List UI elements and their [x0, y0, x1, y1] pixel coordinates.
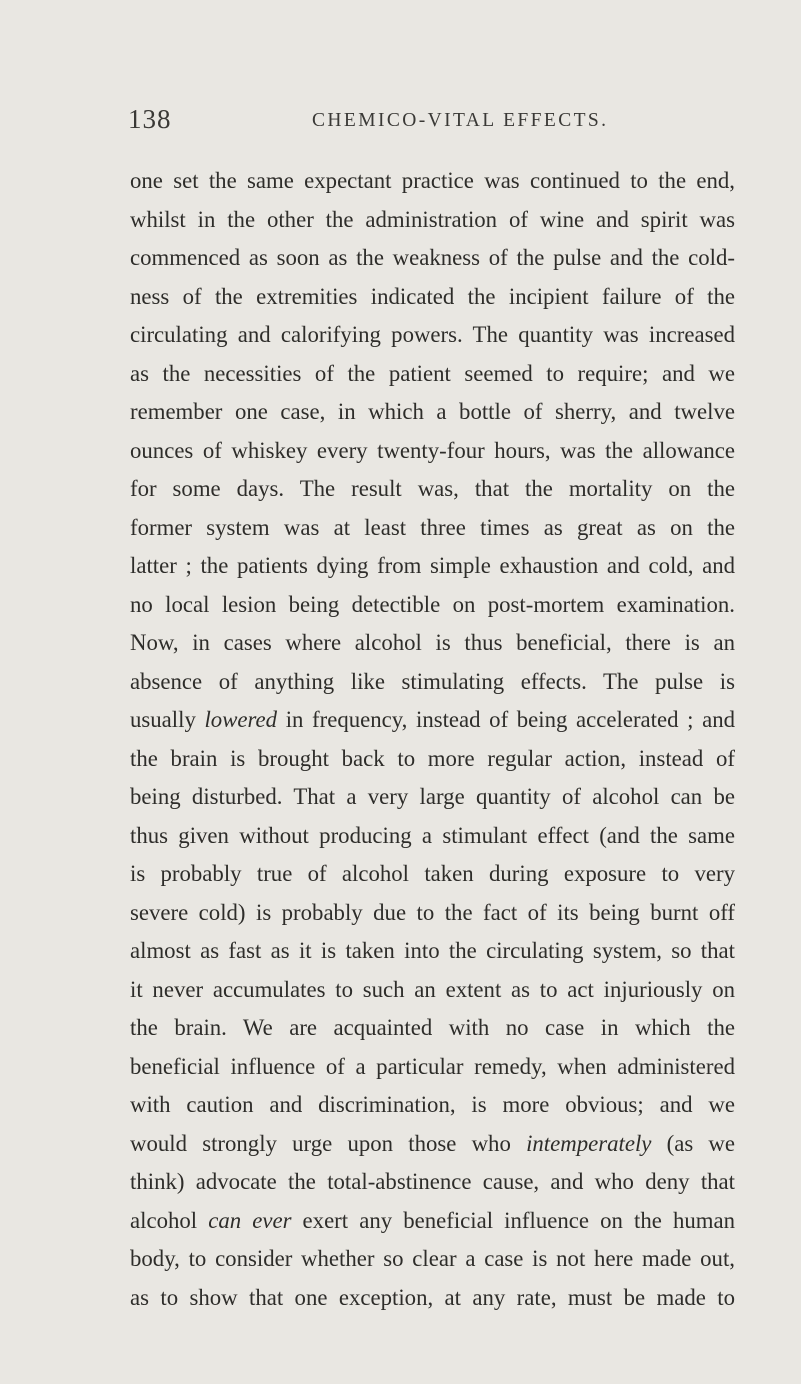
page-number: 138: [128, 104, 172, 134]
text-run: would strongly urge upon those who: [130, 1130, 527, 1156]
text-line: for some days. The result was, that the mortality on the: [130, 476, 735, 501]
text-line: latter ; the patients dying from simple exhaustion and cold, and: [130, 553, 735, 578]
text-line: almost as fast as it is taken into the circulating system, so that: [130, 938, 735, 963]
text-line: ness of the extremities indicated the incipient failure of the: [130, 283, 735, 309]
text-line: the brain. We are acquainted with no case in which the: [130, 1015, 735, 1040]
text-run: usually: [130, 707, 205, 732]
text-run: (as we: [651, 1130, 736, 1156]
text-line: [130, 701, 735, 740]
text-line: remember one case, in which a bottle of sherry, and twelve: [130, 399, 735, 424]
italic-run: can ever: [208, 1207, 292, 1233]
italic-run: intemperately: [526, 1130, 652, 1156]
text-line: commenced as soon as the weakness of the pulse and the cold-: [130, 245, 735, 270]
text-line: absence of anything like stimulating effects. The pulse is: [130, 668, 735, 694]
text-line: Now, in cases where alcohol is thus beneficial, there is an: [130, 630, 735, 655]
text-line: severe cold) is probably due to the fact of its being burnt off: [130, 899, 735, 925]
text-line: no local lesion being detectible on post-mortem examination.: [130, 591, 735, 617]
text-line: former system was at least three times as great as on the: [130, 514, 735, 540]
page-header: [128, 104, 748, 144]
text-line: beneficial influence of a particular remedy, when administered: [130, 1053, 735, 1079]
text-run: in frequency, instead of being accelerated ; and: [277, 707, 735, 732]
text-run: exert any beneficial influence on the human: [291, 1207, 735, 1233]
text-line: with caution and discrimination, is more obvious; and we: [130, 1092, 735, 1117]
text-line: thus given without producing a stimulant effect (and the same: [130, 822, 735, 848]
text-line: it never accumulates to such an extent as to act injuriously on: [130, 976, 735, 1002]
text-line: [130, 1125, 735, 1164]
text-line: as to show that one exception, at any rate, must be made to: [130, 1284, 735, 1310]
text-line: body, to consider whether so clear a case is not here made out,: [130, 1246, 735, 1271]
text-line: the brain is brought back to more regular action, instead of: [130, 745, 735, 771]
text-line: think) advocate the total-abstinence cause, and who deny that: [130, 1169, 735, 1194]
text-run: alcohol: [130, 1207, 209, 1233]
text-line: one set the same expectant practice was continued to the end,: [130, 168, 735, 193]
text-line: is probably true of alcohol taken during exposure to very: [130, 861, 735, 886]
text-line: as the necessities of the patient seemed to require; and we: [130, 360, 735, 386]
text-line: circulating and calorifying powers. The quantity was increased: [130, 322, 735, 347]
text-line: being disturbed. That a very large quantity of alcohol can be: [130, 784, 735, 809]
text-line: ounces of whiskey every twenty-four hours, was the allowance: [130, 437, 735, 463]
text-line: whilst in the other the administration of wine and spirit was: [130, 206, 735, 232]
running-head: CHEMICO-VITAL EFFECTS.: [312, 110, 609, 131]
body-text: [130, 162, 735, 1317]
text-line: [130, 1202, 735, 1241]
italic-run: lowered: [204, 707, 278, 732]
